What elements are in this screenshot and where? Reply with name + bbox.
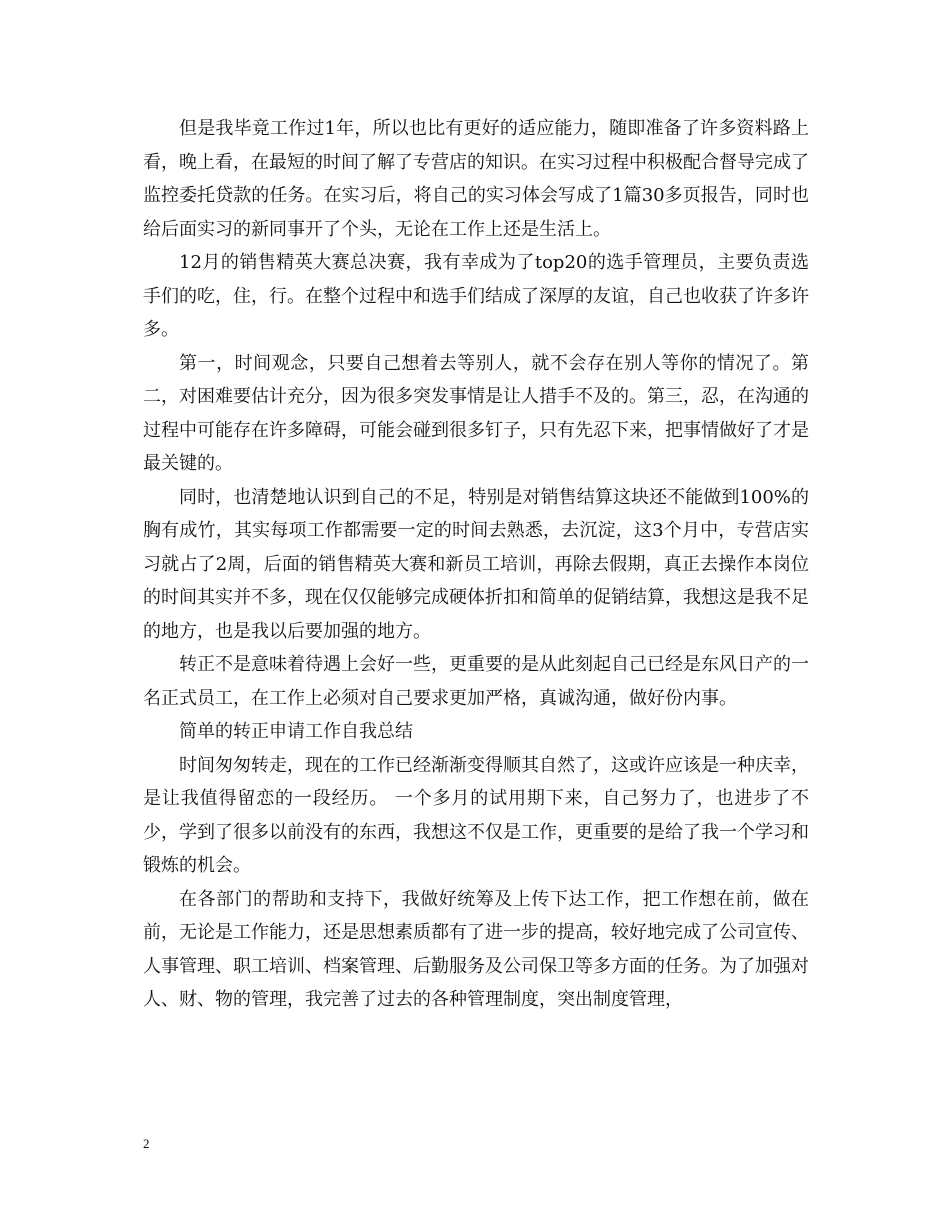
paragraph-1: 但是我毕竟工作过1年，所以也比有更好的适应能力，随即准备了许多资料路上看，晚上看，在最短的时间了解了专营店的知识。在实习过程中积极配合督导完成了监控委托贷款的任务。在实习后，将自己的实习体会写成了1篇30多页报告，同时也给后面实习的新同事开了个头，无论在工作上还是生活上。 bbox=[143, 118, 809, 240]
document-body bbox=[143, 112, 809, 1017]
paragraph-7: 在各部门的帮助和支持下，我做好统筹及上传下达工作，把工作想在前，做在前，无论是工作能力，还是思想素质都有了进一步的提高，较好地完成了公司宣传、人事管理、职工培训、档案管理、后勤服务及公司保卫等多方面的任务。为了加强对人、财、物的管理，我完善了过去的各种管理制度，突出制度管理， bbox=[143, 888, 809, 1010]
paragraph-5: 转正不是意味着待遇上会好一些，更重要的是从此刻起自己已经是东风日产的一名正式员工，在工作上必须对自己要求更加严格，真诚沟通，做好份内事。 bbox=[143, 654, 809, 709]
paragraph-6: 时间匆匆转走，现在的工作已经渐渐变得顺其自然了，这或许应该是一种庆幸，是让我值得留恋的一段经历。 一个多月的试用期下来，自己努力了，也进步了不少，学到了很多以前没有的东西，我想这不仅是工作，更重要的是给了我一个学习和锻炼的机会。 bbox=[143, 754, 809, 876]
paragraph-2: 12月的销售精英大赛总决赛，我有幸成为了top20的选手管理员，主要负责选手们的吃，住，行。在整个过程中和选手们结成了深厚的友谊，自己也收获了许多许多。 bbox=[143, 252, 809, 340]
paragraph-4: 同时，也清楚地认识到自己的不足，特别是对销售结算这块还不能做到100%的胸有成竹，其实每项工作都需要一定的时间去熟悉，去沉淀，这3个月中，专营店实习就占了2周，后面的销售精英大赛和新员工培训，再除去假期，真正去操作本岗位的时间其实并不多，现在仅仅能够完成硬体折扣和简单的促销结算，我想这是我不足的地方，也是我以后要加强的地方。 bbox=[143, 486, 809, 642]
page-number: 2 bbox=[143, 1136, 150, 1151]
section-heading: 简单的转正申请工作自我总结 bbox=[179, 721, 413, 742]
paragraph-3: 第一，时间观念，只要自己想着去等别人，就不会存在别人等你的情况了。第二，对困难要估计充分，因为很多突发事情是让人措手不及的。第三，忍，在沟通的过程中可能存在许多障碍，可能会碰到很多钉子，只有先忍下来，把事情做好了才是最关键的。 bbox=[143, 352, 809, 474]
